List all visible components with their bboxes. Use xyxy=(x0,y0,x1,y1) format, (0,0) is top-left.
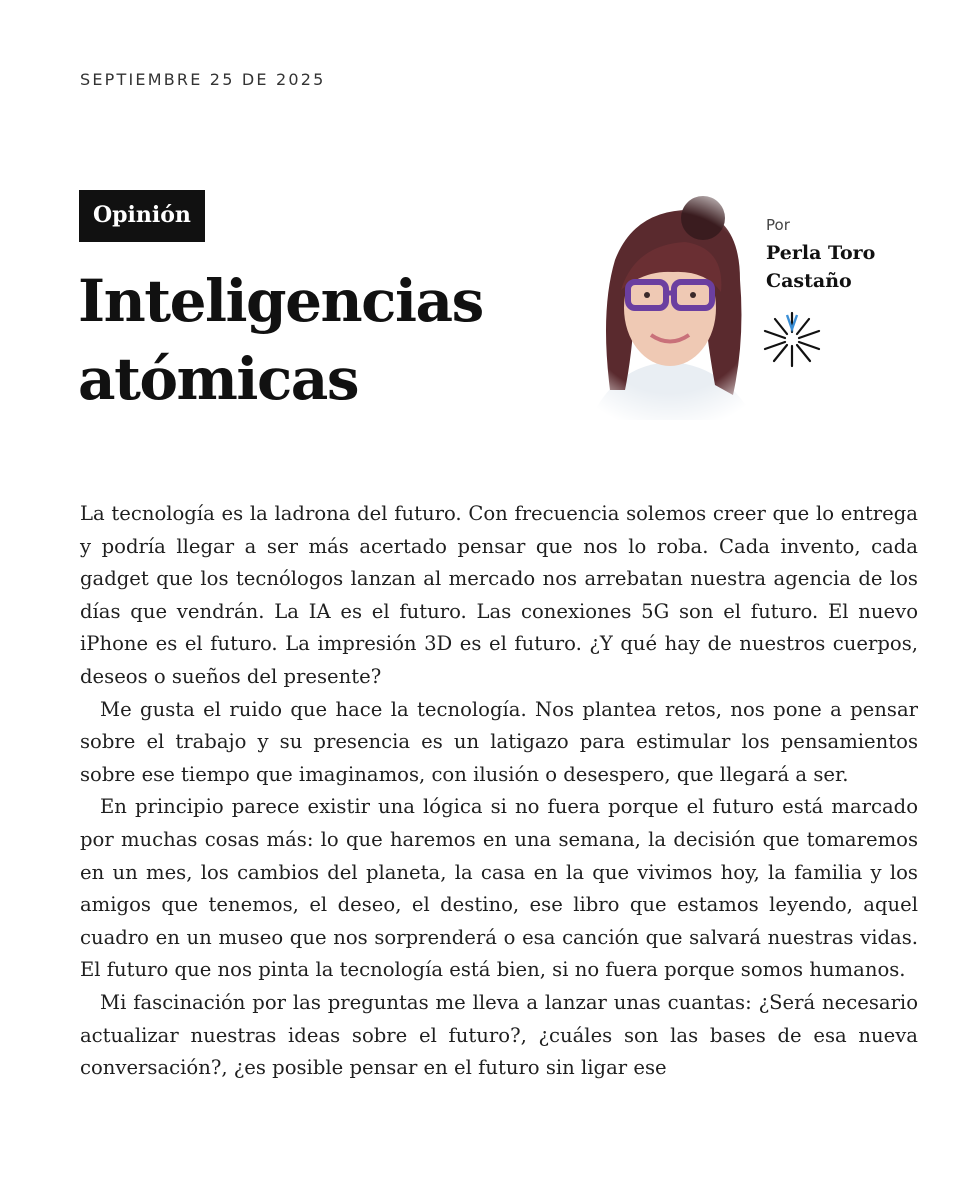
author-name-line: Castaño xyxy=(766,270,852,292)
paragraph: En principio parece existir una lógica si no fuera porque el futuro está marcado por muchas cosas más: lo que haremos en una semana, la decisión que tomaremos en un mes, los cambios del planeta, la casa en la que vivimos hoy, la familia y los amigos que tenemos, el deseo, el destino, ese libro que estamos leyendo, aquel cuadro en un museo que nos sorprenderá o esa canción que salvará nuestras vidas. El futuro que nos pinta la tecnología está bien, si no fuera porque somos humanos. xyxy=(80,795,918,982)
publication-date: SEPTIEMBRE 25 DE 2025 xyxy=(80,70,326,89)
author-name xyxy=(766,239,875,295)
section-badge: Opinión xyxy=(79,190,205,242)
paragraph: Mi fascinación por las preguntas me lleva a lanzar unas cuantas: ¿Será necesario actualizar nuestras ideas sobre el futuro?, ¿cuáles son las bases de esa nueva conversación?, ¿es posible pensar en el futuro sin ligar ese xyxy=(80,990,918,1080)
article-title xyxy=(78,262,483,418)
article-body xyxy=(80,498,918,1085)
article-title-line: Inteligencias xyxy=(78,267,483,335)
author-portrait xyxy=(555,190,785,425)
starburst-logo-icon xyxy=(762,310,822,368)
article-title-line: atómicas xyxy=(78,345,359,413)
paragraph: La tecnología es la ladrona del futuro. Con frecuencia solemos creer que lo entrega y podría llegar a ser más acertado pensar que nos lo roba. Cada invento, cada gadget que los tecnólogos lanzan al mercado nos arrebatan nuestra agencia de los días que vendrán. La IA es el futuro. Las conexiones 5G son el futuro. El nuevo iPhone es el futuro. La impresión 3D es el futuro. ¿Y qué hay de nuestros cuerpos, deseos o sueños del presente? xyxy=(80,502,918,688)
author-name-line: Perla Toro xyxy=(766,242,876,264)
byline-prefix: Por xyxy=(766,216,790,234)
paragraph: Me gusta el ruido que hace la tecnología. Nos plantea retos, nos pone a pensar sobre el trabajo y su presencia es un latigazo para estimular los pensamientos sobre ese tiempo que imaginamos, con ilusión o desespero, que llegará a ser. xyxy=(80,697,918,786)
